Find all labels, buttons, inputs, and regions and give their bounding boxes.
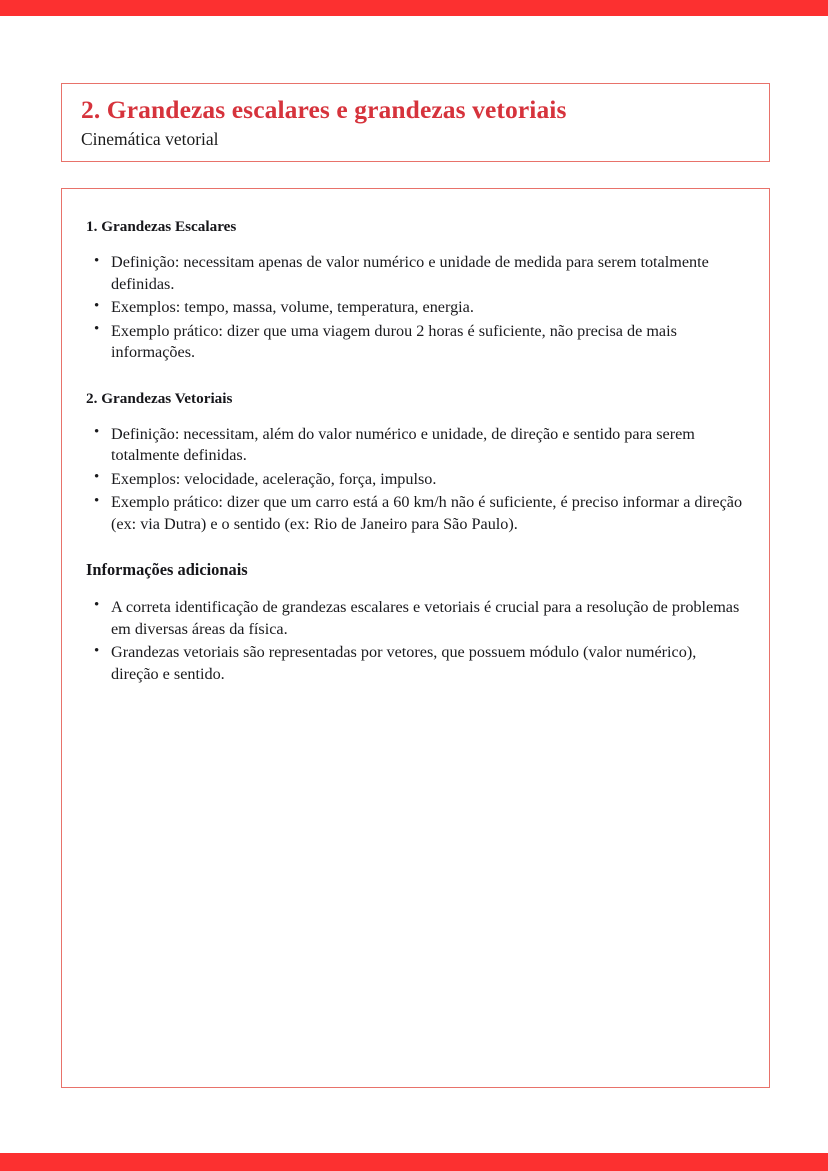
content-section	[86, 217, 745, 364]
document-body-card	[61, 188, 770, 1088]
section-heading: 1. Grandezas Escalares	[86, 218, 237, 235]
list-item: • Exemplos: velocidade, aceleração, força, impulso.	[86, 469, 745, 491]
list-item: • Exemplo prático: dizer que uma viagem durou 2 horas é suficiente, não precisa de mais informações.	[86, 321, 745, 364]
page-subtitle: Cinemática vetorial	[81, 129, 219, 150]
list-item: • Exemplo prático: dizer que um carro está a 60 km/h não é suficiente, é preciso informar a direção (ex: via Dutra) e o sentido (ex: Rio de Janeiro para São Paulo).	[86, 492, 745, 535]
section-heading: Informações adicionais	[86, 560, 248, 580]
list-item: • Grandezas vetoriais são representadas por vetores, que possuem módulo (valor numérico), direção e sentido.	[86, 642, 745, 685]
top-accent-bar	[0, 0, 828, 16]
page-title: 2. Grandezas escalares e grandezas vetoriais	[81, 95, 567, 124]
list-item: • Definição: necessitam apenas de valor numérico e unidade de medida para serem totalmente definidas.	[86, 252, 745, 295]
sections-container	[86, 217, 745, 685]
list-item: • A correta identificação de grandezas escalares e vetoriais é crucial para a resolução de problemas em diversas áreas da física.	[86, 597, 745, 640]
content-section	[86, 389, 745, 536]
bullet-list	[86, 424, 745, 536]
content-section	[86, 560, 745, 685]
bottom-accent-bar	[0, 1153, 828, 1171]
bullet-list	[86, 252, 745, 364]
list-item: • Definição: necessitam, além do valor numérico e unidade, de direção e sentido para serem totalmente definidas.	[86, 424, 745, 467]
section-heading: 2. Grandezas Vetoriais	[86, 389, 233, 407]
document-header-card	[61, 83, 770, 162]
bullet-list	[86, 597, 745, 685]
list-item: • Exemplos: tempo, massa, volume, temperatura, energia.	[86, 297, 745, 319]
